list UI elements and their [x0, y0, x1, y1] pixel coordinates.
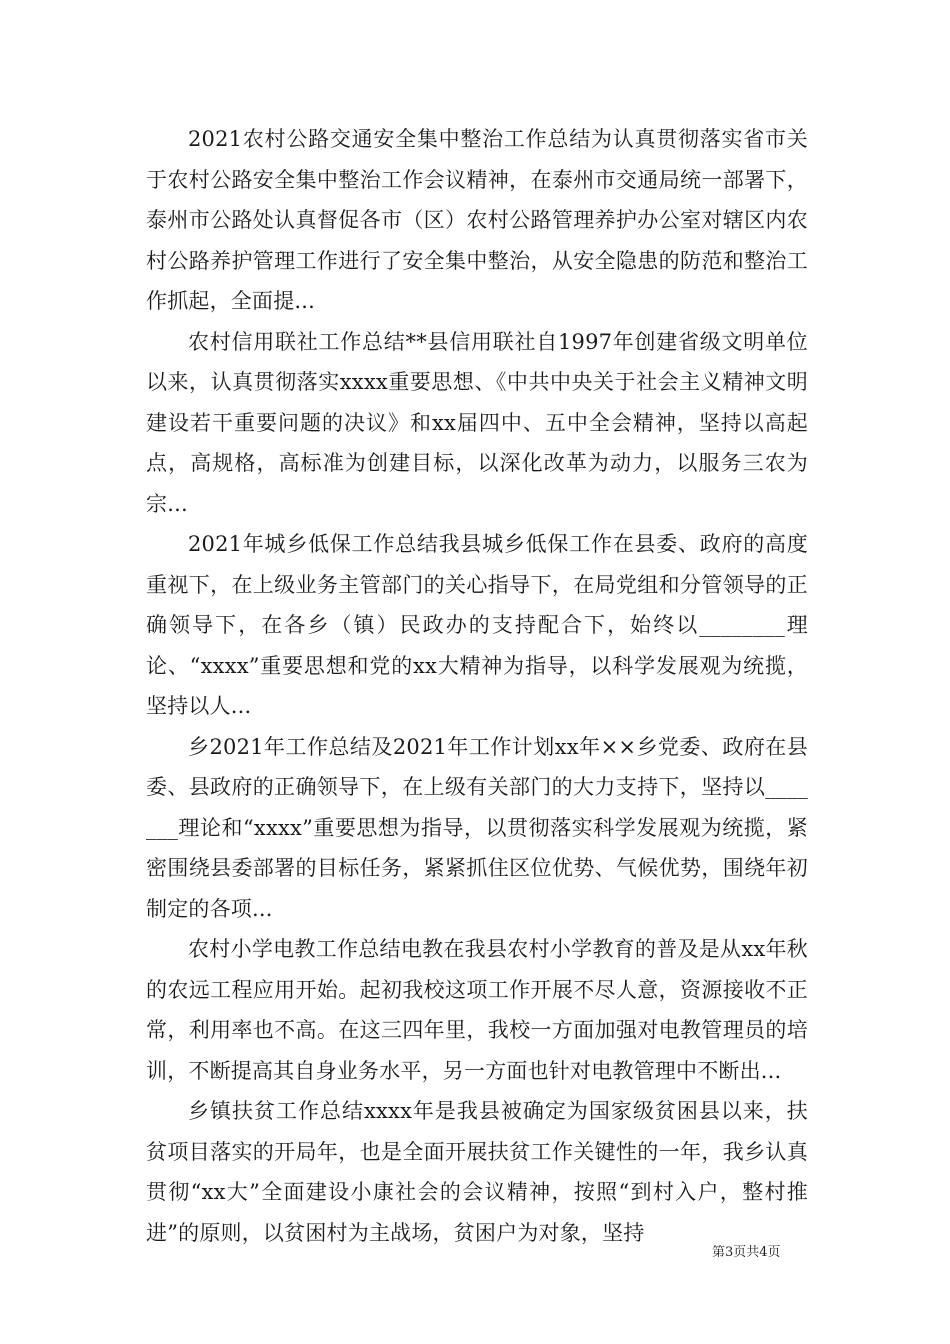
paragraph-1: 2021农村公路交通安全集中整治工作总结为认真贯彻落实省市关于农村公路安全集中整治工作会议精神，在泰州市交通局统一部署下，泰州市公路处认真督促各市（区）农村公路管理养护办公室对辖区内农村公路养护管理工作进行了安全集中整治，从安全隐患的防范和整治工作抓起，全面提... [146, 127, 808, 313]
page-number: 第3页共4页 [712, 1245, 781, 1260]
paragraph-5: 农村小学电教工作总结电教在我县农村小学教育的普及是从xx年秋的农远工程应用开始。起初我校这项工作开展不尽人意，资源接收不正常，利用率也不高。在这三四年里，我校一方面加强对电教管理员的培训，不断提高其自身业务水平，另一方面也针对电教管理中不断出... [146, 937, 808, 1083]
paragraph-2: 农村信用联社工作总结**县信用联社自1997年创建省级文明单位以来，认真贯彻落实xxxx重要思想、《中共中央关于社会主义精神文明建设若干重要问题的决议》和xx届四中、五中全会精神，坚持以高起点，高规格，高标准为创建目标，以深化改革为动力，以服务三农为宗... [146, 329, 808, 516]
document-body [146, 119, 808, 1253]
paragraph-3: 2021年城乡低保工作总结我县城乡低保工作在县委、政府的高度重视下，在上级业务主管部门的关心指导下，在局党组和分管领导的正确领导下，在各乡（镇）民政办的支持配合下，始终以________理论、“xxxx”重要思想和党的xx大精神为指导，以科学发展观为统揽，坚持以人... [146, 532, 808, 718]
paragraph-6: 乡镇扶贫工作总结xxxx年是我县被确定为国家级贫困县以来，扶贫项目落实的开局年，也是全面开展扶贫工作关键性的一年，我乡认真贯彻“xx大”全面建设小康社会的会议精神，按照“到村入户，整村推进”的原则，以贫困村为主战场，贫困户为对象，坚持 [146, 1099, 808, 1245]
paragraph-4: 乡2021年工作总结及2021年工作计划xx年××乡党委、政府在县委、县政府的正确领导下，在上级有关部门的大力支持下，坚持以_______理论和“xxxx”重要思想为指导，以贯彻落实科学发展观为统揽，紧密围绕县委部署的目标任务，紧紧抓住区位优势、气候优势，围绕年初制定的各项... [146, 734, 808, 921]
